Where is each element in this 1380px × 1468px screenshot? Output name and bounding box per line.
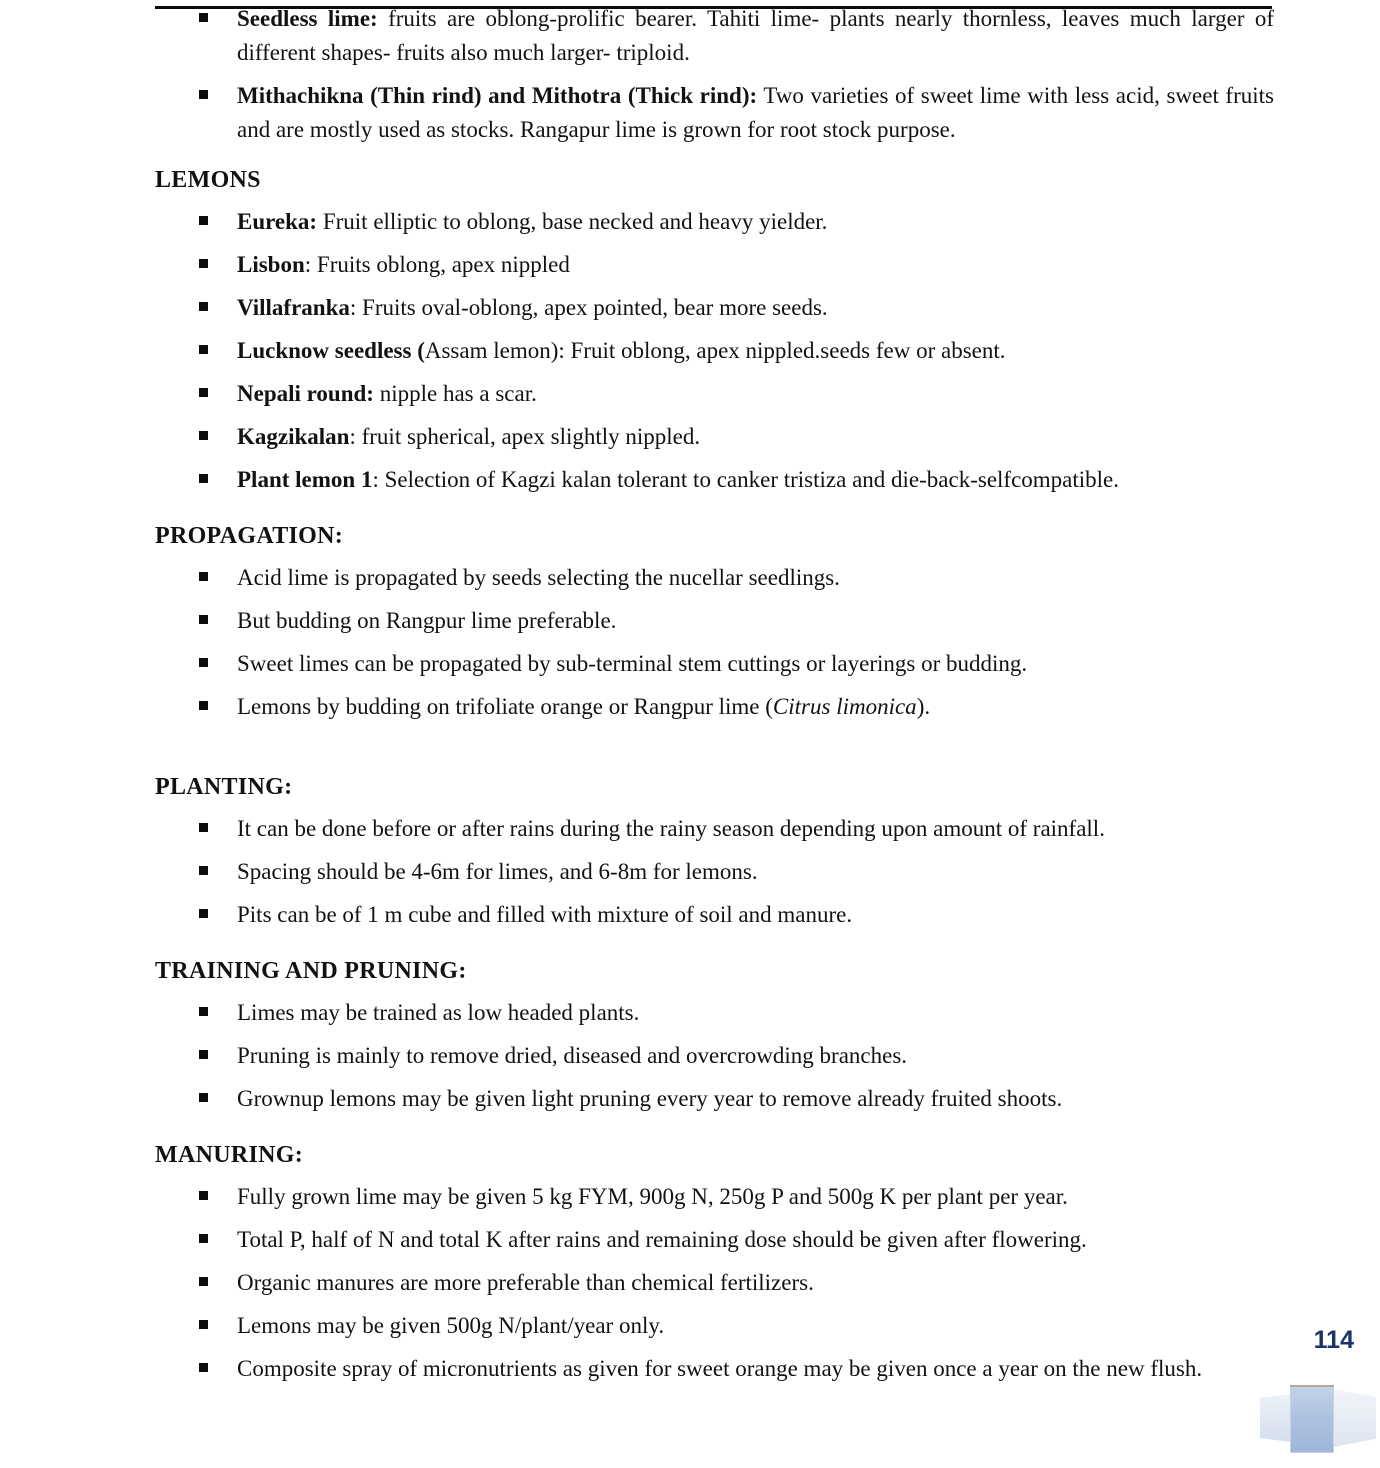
list-item-text: Villafranka: Fruits oval-oblong, apex pointed, bear more seeds. (237, 295, 828, 320)
bullet-square-icon (199, 216, 208, 225)
list-item (155, 205, 1274, 239)
list-item-text: Total P, half of N and total K after rains and remaining dose should be given after flowering. (237, 1227, 1087, 1252)
bullet-square-icon (199, 823, 208, 832)
list-item (155, 248, 1274, 282)
page-number: 114 (1313, 1326, 1354, 1354)
bullet-square-icon (199, 1363, 208, 1372)
list-item (155, 604, 1274, 638)
list-item-text: Sweet limes can be propagated by sub-terminal stem cuttings or layerings or budding. (237, 651, 1028, 676)
list-item-text: Eureka: Fruit elliptic to oblong, base necked and heavy yielder. (237, 209, 828, 234)
bullet-square-icon (199, 1277, 208, 1286)
list-item (155, 2, 1274, 70)
bullet-square-icon (199, 90, 208, 99)
bullet-square-icon (199, 259, 208, 268)
list-item-text: Lisbon: Fruits oblong, apex nippled (237, 252, 570, 277)
list-item-text: Pruning is mainly to remove dried, diseased and overcrowding branches. (237, 1043, 908, 1068)
section-heading-training-pruning: TRAINING AND PRUNING: (155, 958, 467, 984)
bullet-square-icon (199, 572, 208, 581)
bullet-square-icon (199, 1093, 208, 1102)
bullet-square-icon (199, 431, 208, 440)
list-item-text: Spacing should be 4-6m for limes, and 6-8m for lemons. (237, 859, 758, 884)
list-item-text: Pits can be of 1 m cube and filled with mixture of soil and manure. (237, 902, 853, 927)
list-item (155, 1082, 1274, 1116)
list-item-text: Organic manures are more preferable than chemical fertilizers. (237, 1270, 814, 1295)
list-item (155, 463, 1274, 497)
bullet-square-icon (199, 13, 208, 22)
list-item-text: Seedless lime: fruits are oblong-prolific bearer. Tahiti lime- plants nearly thornless, leaves much larger of different shapes- fruits also much larger- triploid. (237, 6, 1274, 65)
bullet-square-icon (199, 1191, 208, 1200)
bullet-square-icon (199, 701, 208, 710)
list-item (155, 377, 1274, 411)
bullet-square-icon (199, 302, 208, 311)
section-heading-lemons: LEMONS (155, 167, 261, 193)
section-heading-propagation: PROPAGATION: (155, 523, 344, 549)
list-item (155, 1266, 1274, 1300)
bullet-square-icon (199, 615, 208, 624)
list-item (155, 1223, 1274, 1257)
bullet-square-icon (199, 1007, 208, 1016)
bullet-square-icon (199, 909, 208, 918)
list-item (155, 855, 1274, 889)
bullet-square-icon (199, 474, 208, 483)
list-item (155, 898, 1274, 932)
bullet-square-icon (199, 1234, 208, 1243)
bullet-square-icon (199, 1320, 208, 1329)
list-item (155, 334, 1274, 368)
list-item-text: Plant lemon 1: Selection of Kagzi kalan tolerant to canker tristiza and die-back-selfcompatible. (237, 467, 1120, 492)
list-item (155, 420, 1274, 454)
bullet-square-icon (199, 658, 208, 667)
list-item (155, 1352, 1274, 1386)
list-item (155, 690, 1274, 724)
list-item (155, 1309, 1274, 1343)
list-item (155, 79, 1274, 147)
section-heading-manuring: MANURING: (155, 1142, 304, 1168)
list-item-text: It can be done before or after rains during the rainy season depending upon amount of rainfall. (237, 816, 1105, 841)
bullet-square-icon (199, 866, 208, 875)
list-item-text: Kagzikalan: fruit spherical, apex slightly nippled. (237, 424, 701, 449)
list-item-text: Lemons by budding on trifoliate orange or Rangpur lime (Citrus limonica). (237, 694, 931, 719)
list-item-text: Acid lime is propagated by seeds selecting the nucellar seedlings. (237, 565, 840, 590)
list-item-text: Mithachikna (Thin rind) and Mithotra (Thick rind): Two varieties of sweet lime with less acid, sweet fruits and are mostly used as stocks. Rangapur lime is grown for root stock purpose. (237, 83, 1274, 142)
list-item (155, 561, 1274, 595)
list-item (155, 647, 1274, 681)
list-item-text: Composite spray of micronutrients as given for sweet orange may be given once a year on the new flush. (237, 1356, 1203, 1381)
3d-box-right-flap (1334, 1389, 1376, 1447)
section-heading-planting: PLANTING: (155, 774, 293, 800)
list-item-text: Limes may be trained as low headed plants. (237, 1000, 640, 1025)
list-item-text: But budding on Rangpur lime preferable. (237, 608, 617, 633)
bullet-square-icon (199, 388, 208, 397)
list-item (155, 812, 1274, 846)
list-item-text: Nepali round: nipple has a scar. (237, 381, 537, 406)
list-item-text: Grownup lemons may be given light pruning every year to remove already fruited shoots. (237, 1086, 1063, 1111)
bullet-square-icon (199, 345, 208, 354)
3d-box-front-panel (1290, 1385, 1334, 1453)
list-item-text: Lucknow seedless (Assam lemon): Fruit oblong, apex nippled.seeds few or absent. (237, 338, 1006, 363)
page-content (155, 0, 1274, 1395)
list-item (155, 996, 1274, 1030)
list-item (155, 1039, 1274, 1073)
list-item-text: Fully grown lime may be given 5 kg FYM, 900g N, 250g P and 500g K per plant per year. (237, 1184, 1068, 1209)
list-item (155, 291, 1274, 325)
list-item (155, 1180, 1274, 1214)
bullet-square-icon (199, 1050, 208, 1059)
3d-box-graphic (1260, 1385, 1376, 1451)
list-item-text: Lemons may be given 500g N/plant/year only. (237, 1313, 665, 1338)
